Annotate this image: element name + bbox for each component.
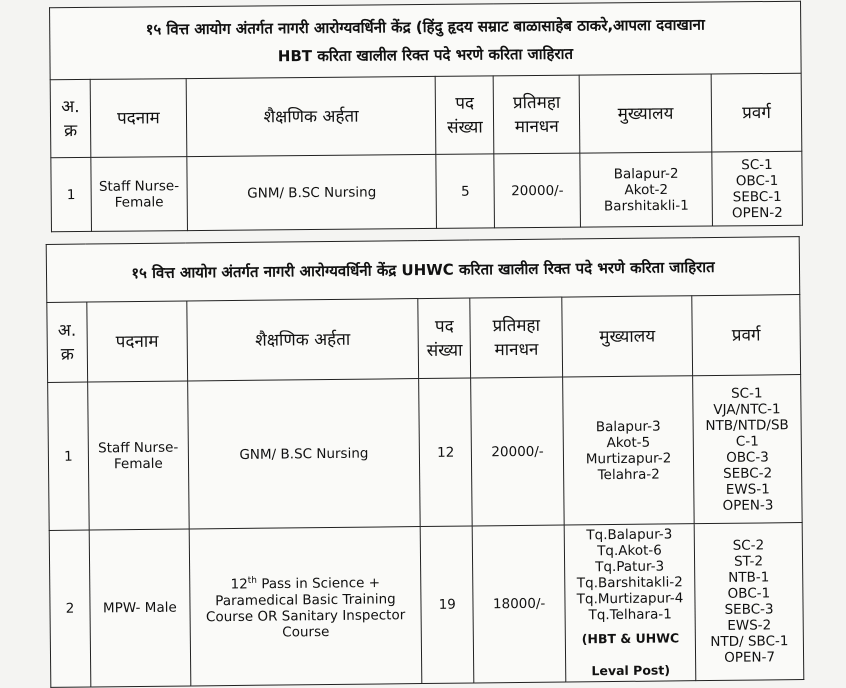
category-cell: SC-1 VJA/NTC-1 NTB/NTD/SB C-1 OBC-3 SEBC-2 EWS-1 OPEN-3 [693,375,803,524]
header-hq: मुख्यालय [562,296,693,377]
header-qualification: शैक्षणिक अर्हता [186,76,436,156]
header-pay: प्रतिमहा मानधन [493,75,580,154]
post-cell: Staff Nurse- Female [91,157,188,232]
table-title: १५ वित्त आयोग अंतर्गत नागरी आरोग्यवर्धिनी केंद्र UHWC करिता खालील रिक्त पदे भरणे करिता जाहिरात [46,237,800,303]
header-count: पद संख्या [418,298,471,379]
table-row [49,523,804,688]
vacancy-table-uhwc [46,236,805,688]
pay-cell: 18000/- [472,525,566,683]
hq-cell: Tq.Balapur-3 Tq.Akot-6 Tq.Patur-3 Tq.Barshitakli-2 Tq.Murtizapur-4 Tq.Telhara-1 (HBT & UHWC Leval Post) [564,524,696,682]
title-line-2: HBT करिता खालील रिक्त पदे भरणे करिता जाहिरात [277,44,574,65]
pay-cell: 20000/- [471,377,564,526]
title-line-1: १५ वित्त आयोग अंतर्गत नागरी आरोग्यवर्धिनी केंद्र (हिंदु हृदय सम्राट बाळासाहेब ठाकरे,आपला दवाखाना [145,15,705,38]
sr-cell: 2 [49,530,91,687]
hq-note: (HBT & UHWC Leval Post) [581,630,680,679]
post-cell: MPW- Male [89,529,190,687]
count-cell: 5 [436,154,495,229]
header-row [50,73,802,158]
header-qualification: शैक्षणिक अर्हता [187,299,419,381]
header-hq: मुख्यालय [579,74,712,153]
hq-cell: Balapur-3 Akot-5 Murtizapur-2 Telahra-2 [563,376,694,525]
table-row [48,375,803,531]
post-cell: Staff Nurse- Female [88,381,189,530]
count-cell: 12 [419,378,473,527]
header-count: पद संख्या [435,76,494,155]
category-cell: SC-1 OBC-1 SEBC-1 OPEN-2 [712,151,803,226]
header-sr: अ. क्र [47,302,88,382]
header-category: प्रवर्ग [692,295,801,376]
pay-cell: 20000/- [494,153,581,228]
qualification-cell: GNM/ B.SC Nursing [187,154,437,230]
table-row [51,151,803,232]
header-post: पदनाम [87,301,188,382]
hq-cell: Balapur-2 Akot-2 Barshitakli-1 [580,152,713,227]
table-title [50,1,802,80]
header-pay: प्रतिमहा मानधन [470,297,563,378]
vacancy-table-hbt [49,1,803,233]
count-cell: 19 [420,526,474,684]
header-category: प्रवर्ग [711,73,802,152]
sr-cell: 1 [48,382,90,530]
sr-cell: 1 [51,157,92,231]
header-row [47,295,801,383]
category-cell: SC-2 ST-2 NTB-1 OBC-1 SEBC-3 EWS-2 NTD/ SBC-1 OPEN-7 [694,523,804,681]
header-post: पदनाम [90,79,187,158]
qualification-cell: GNM/ B.SC Nursing [187,379,420,529]
header-sr: अ. क्र [50,79,91,157]
qualification-cell: 12th Pass in Science + Paramedical Basic Training Course OR Sanitary Inspector Course [189,527,422,686]
